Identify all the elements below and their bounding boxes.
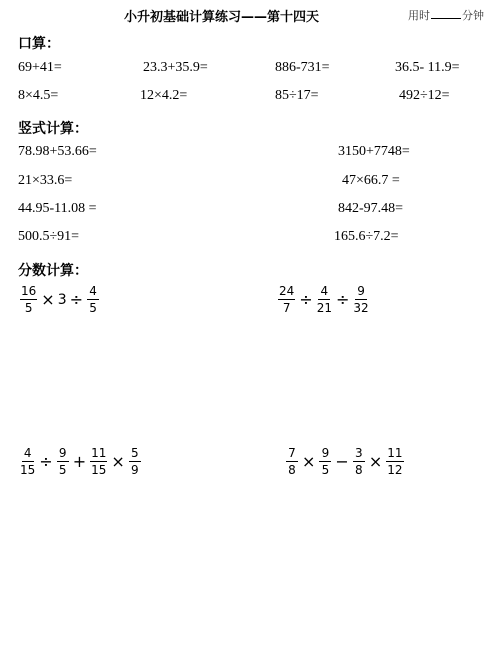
vertical-problem: 47×66.7 = (342, 173, 400, 188)
fraction (286, 447, 298, 476)
numerator: 24 (279, 284, 295, 298)
numerator: 11 (387, 446, 403, 460)
denominator: 32 (353, 300, 369, 315)
fraction-problem-1 (18, 285, 101, 314)
fraction (20, 285, 37, 314)
vertical-problem: 165.6÷7.2= (334, 229, 399, 244)
timer-suffix: 分钟 (462, 9, 484, 22)
whole-number: 3 (57, 291, 67, 308)
operator: × (302, 452, 316, 472)
numerator: 7 (286, 447, 298, 462)
operator: ÷ (335, 290, 350, 310)
fraction (386, 447, 403, 476)
fraction (129, 447, 141, 476)
denominator: 5 (321, 462, 330, 477)
oral-problem: 85÷17= (275, 88, 319, 103)
fraction (90, 447, 107, 476)
fraction (57, 447, 69, 476)
operator: ÷ (299, 290, 313, 310)
numerator: 4 (318, 285, 330, 300)
fraction-problem-2 (276, 285, 371, 314)
operator: ÷ (69, 290, 84, 310)
vertical-problem: 21×33.6= (18, 173, 73, 188)
vertical-problem: 3150+7748= (338, 144, 410, 159)
denominator: 15 (91, 462, 107, 477)
vertical-problem: 500.5÷91= (18, 229, 80, 244)
operator: − (335, 452, 349, 472)
numerator: 16 (21, 284, 37, 298)
oral-problem: 886-731= (275, 60, 330, 75)
timer-prefix: 用时 (408, 9, 430, 22)
denominator: 15 (20, 462, 36, 477)
numerator: 3 (353, 447, 365, 462)
denominator: 7 (282, 300, 291, 315)
numerator: 11 (91, 446, 107, 460)
operator: × (111, 452, 125, 472)
denominator: 5 (58, 462, 67, 477)
fraction (278, 285, 295, 314)
section-oral-heading: 口算： (18, 36, 60, 52)
numerator: 4 (22, 447, 34, 462)
operator: ÷ (39, 452, 53, 472)
section-vertical-heading: 竖式计算： (18, 121, 88, 137)
timer-blank[interactable] (431, 18, 461, 19)
numerator: 4 (87, 285, 99, 300)
numerator: 5 (129, 447, 141, 462)
operator: × (368, 452, 383, 472)
fraction-problem-3 (18, 447, 143, 476)
page-title: 小升初基础计算练习——第十四天 (124, 10, 320, 25)
oral-problem: 12×4.2= (140, 88, 188, 103)
operator: × (41, 290, 55, 310)
numerator: 9 (355, 285, 367, 300)
fraction (319, 447, 331, 476)
section-fraction-heading: 分数计算： (18, 263, 88, 279)
fraction-problem-4 (284, 447, 406, 476)
oral-problem: 492÷12= (399, 88, 450, 103)
oral-problem: 69+41= (18, 60, 62, 75)
fraction (353, 285, 368, 314)
vertical-problem: 44.95-11.08 = (18, 201, 97, 216)
fraction (87, 285, 99, 314)
fraction (353, 447, 365, 476)
fraction (317, 285, 332, 314)
denominator: 5 (24, 300, 33, 315)
vertical-problem: 842-97.48= (338, 201, 404, 216)
numerator: 9 (57, 447, 69, 462)
operator: + (72, 452, 87, 472)
timer-label (408, 7, 484, 23)
oral-problem: 8×4.5= (18, 88, 59, 103)
denominator: 8 (354, 462, 363, 477)
denominator: 9 (130, 462, 139, 477)
denominator: 5 (89, 300, 97, 315)
oral-problem: 36.5- 11.9= (395, 60, 460, 75)
denominator: 8 (288, 462, 296, 477)
oral-problem: 23.3+35.9= (143, 60, 208, 75)
numerator: 9 (319, 447, 331, 462)
vertical-problem: 78.98+53.66= (18, 144, 97, 159)
denominator: 21 (316, 300, 332, 315)
denominator: 12 (387, 462, 403, 477)
fraction (20, 447, 35, 476)
